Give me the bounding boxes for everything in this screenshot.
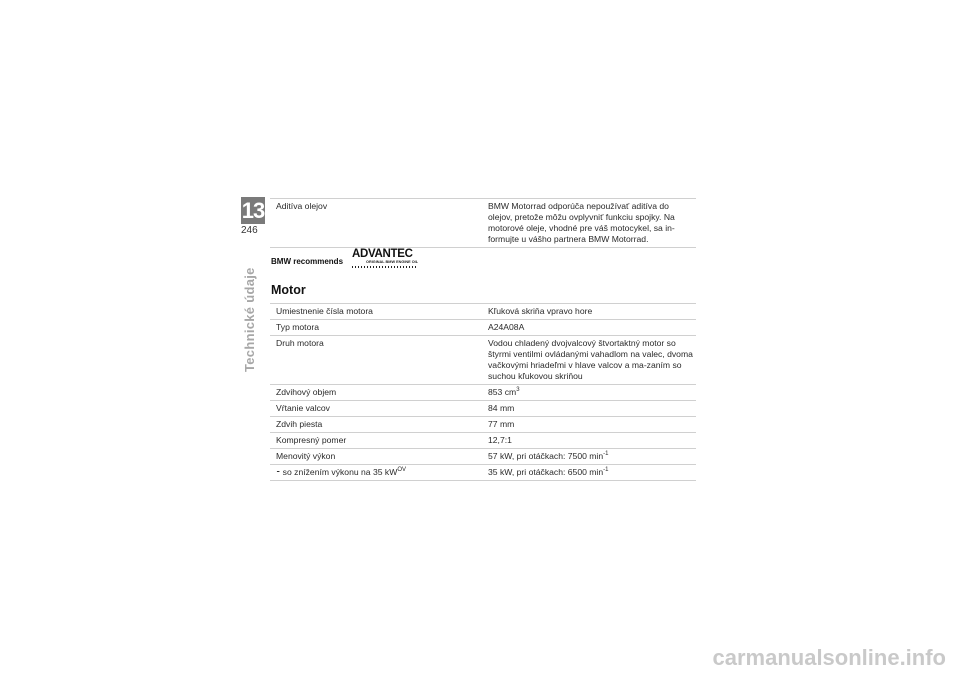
row-value: Kľuková skriňa vpravo hore [488, 306, 593, 316]
table-row [270, 385, 696, 401]
table-row [270, 198, 696, 248]
row-label: Kompresný pomer [276, 435, 347, 445]
table-row [270, 465, 696, 481]
row-label: Druh motora [276, 338, 324, 348]
table-row [270, 320, 696, 336]
row-value: 35 kW, pri otáčkach: 6500 $\min^{-1}$ [488, 467, 609, 477]
row-label: Umiestnenie čísla motora [276, 306, 373, 316]
section-heading-motor: Motor [271, 283, 306, 297]
row-value: 84 mm [488, 403, 515, 413]
advantec-logo [352, 248, 422, 268]
table-row [270, 401, 696, 417]
chapter-title: Technické údaje [242, 267, 257, 372]
row-value: 853 $cm^3$ [488, 387, 520, 397]
bmw-recommends-text: BMW recommends [271, 257, 344, 266]
row-value: 77 mm [488, 419, 515, 429]
chapter-number: 13 [241, 198, 265, 223]
table-row [270, 303, 696, 320]
row-label: ⁃ so znížením výkonu na 35 $kW^{OV}$ [276, 467, 406, 477]
row-value: Vodou chladený dvojvalcový štvortaktný motor so štyrmi ventilmi ovládanými vahadlom na valec, dvoma vačkovými hriadeľmi v hlave valcov a ma-zaním so suchou kľukovou skriňou [488, 338, 693, 381]
row-value: 57 kW, pri otáčkach: 7500 $\min^{-1}$ [488, 451, 609, 461]
page-number: 246 [241, 225, 258, 236]
row-label: Typ motora [276, 322, 319, 332]
additives-table [270, 198, 696, 248]
table-row [270, 417, 696, 433]
motor-table [270, 303, 696, 481]
watermark: carmanualsonline.info [712, 645, 946, 670]
advantec-dots [352, 266, 416, 268]
row-value: BMW Motorrad odporúča nepoužívať aditíva do olejov, pretože môžu ovplyvniť funkciu spojky. Na motorové oleje, vhodné pre váš motocykel, sa in-formujte u vášho partnera BMW Motorrad. [488, 201, 675, 244]
row-label: Aditíva olejov [276, 201, 328, 211]
row-label: Menovitý výkon [276, 451, 336, 461]
row-label: Zdvihový objem [276, 387, 337, 397]
advantec-brand: ADVANTEC [352, 248, 413, 260]
row-label: Zdvih piesta [276, 419, 323, 429]
table-row [270, 336, 696, 385]
row-value: 12,7:1 [488, 435, 512, 445]
table-row [270, 433, 696, 449]
row-label: Vŕtanie valcov [276, 403, 330, 413]
table-row [270, 449, 696, 465]
row-value: A24A08A [488, 322, 525, 332]
advantec-subtitle: ORIGINAL BMW ENGINE OIL [366, 260, 419, 264]
